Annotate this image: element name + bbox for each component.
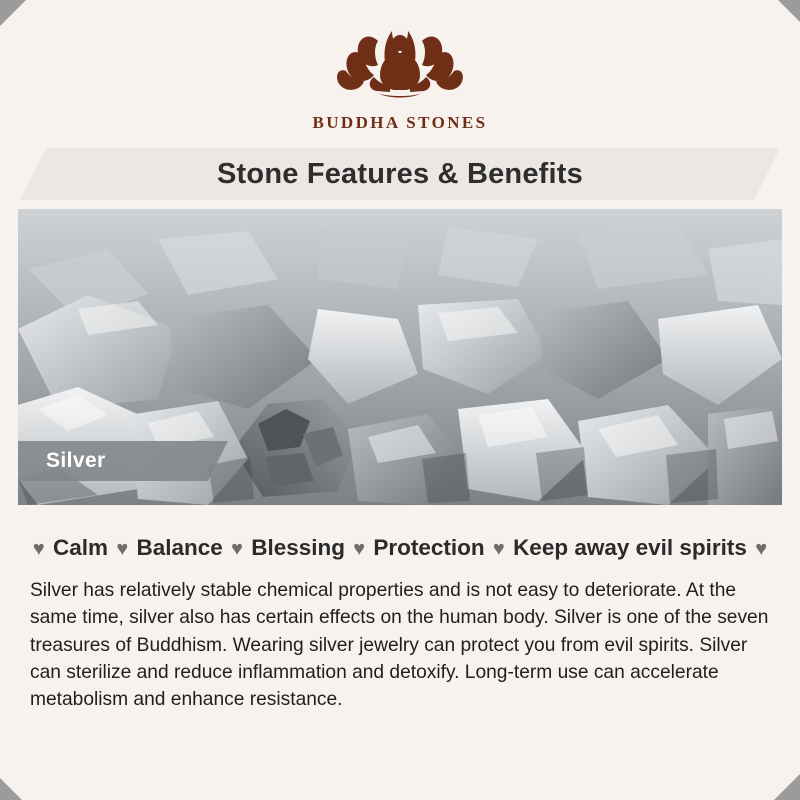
corner-accent-top-left (0, 0, 26, 26)
stone-name: Silver (46, 449, 106, 472)
title-banner (46, 148, 754, 200)
description-text: Silver has relatively stable chemical properties and is not easy to deteriorate. At the same time, silver also has certain effects on the human body. Silver is one of the seven treasures of Buddhism. Wearing silver jewelry can protect you from evil spirits. Silver can sterilize and reduce inflammation and detoxify. Long-term use can accelerate metabolism and enhance resistance. (30, 580, 769, 711)
benefit-item-1: Calm (53, 535, 109, 560)
brand-name: BUDDHA STONES (312, 113, 488, 132)
benefits-list (18, 535, 782, 561)
stone-name-badge (18, 441, 208, 481)
page-title: Stone Features & Benefits (217, 157, 583, 190)
brand-logo (0, 0, 800, 148)
benefit-item-4: Protection (373, 535, 485, 560)
corner-accent-top-right (778, 0, 800, 22)
lotus-meditation-figure-icon (334, 15, 466, 107)
heart-icon: ♥ (492, 538, 505, 560)
heart-icon: ♥ (755, 538, 768, 560)
hero-image (18, 209, 782, 505)
corner-accent-bottom-left (0, 778, 22, 800)
benefit-item-5: Keep away evil spirits (513, 535, 747, 560)
heart-icon: ♥ (353, 538, 366, 560)
corner-accent-bottom-right (774, 774, 800, 800)
benefit-item-3: Blessing (251, 535, 345, 560)
heart-icon: ♥ (32, 538, 45, 560)
heart-icon: ♥ (116, 538, 129, 560)
heart-icon: ♥ (231, 538, 243, 560)
benefit-item-2: Balance (136, 535, 223, 560)
